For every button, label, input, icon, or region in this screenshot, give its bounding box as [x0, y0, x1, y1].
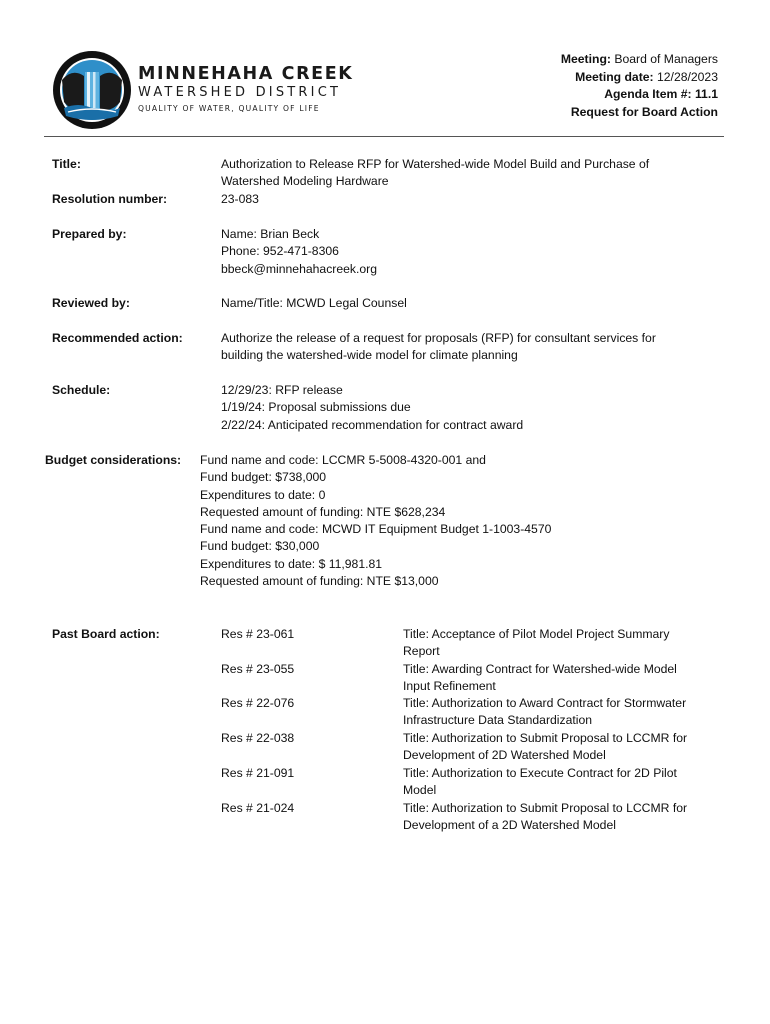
past-action-title-line: Title: Authorization to Award Contract for Stormwater: [403, 696, 687, 710]
meeting-info: [561, 51, 718, 121]
prepared-by-label: Prepared by:: [52, 227, 127, 241]
prepared-by-value: [221, 226, 721, 278]
meeting-date-value: 12/28/2023: [653, 69, 718, 84]
budget-line: Expenditures to date: $ 11,981.81: [200, 556, 383, 571]
budget-line: Fund name and code: LCCMR 5-5008-4320-001 and: [200, 453, 486, 467]
past-action-res: Res # 23-055: [221, 662, 295, 676]
budget-line: Requested amount of funding: NTE $13,000: [200, 574, 439, 589]
past-action-title: [403, 695, 723, 730]
budget-line: Fund budget: $738,000: [200, 470, 327, 485]
schedule-line: 2/22/24: Anticipated recommendation for contract award: [221, 417, 524, 432]
title-line: Authorization to Release RFP for Watershed-wide Model Build and Purchase of: [221, 157, 650, 171]
past-action-title-line: Title: Authorization to Execute Contract for 2D Pilot: [403, 766, 677, 780]
schedule-line: 1/19/24: Proposal submissions due: [221, 400, 411, 415]
agenda-item-label: Agenda Item #:: [604, 87, 692, 101]
recommended-action-line: building the watershed-wide model for climate planning: [221, 348, 518, 363]
title-label: Title:: [52, 157, 81, 171]
reviewed-by-label: Reviewed by:: [52, 296, 130, 310]
request-line: [561, 104, 718, 122]
past-action-title: [403, 661, 723, 696]
past-action-title-line: Title: Authorization to Submit Proposal to LCCMR for: [403, 731, 688, 745]
past-action-title-line: Infrastructure Data Standardization: [403, 713, 593, 728]
budget-line: Requested amount of funding: NTE $628,234: [200, 504, 446, 519]
past-action-res: Res # 22-038: [221, 731, 295, 745]
agenda-item-line: [561, 86, 718, 104]
resolution-value: 23-083: [221, 192, 259, 206]
past-action-title: [403, 800, 723, 835]
past-action-title: [403, 626, 723, 661]
title-value: [221, 156, 721, 191]
resolution-label: Resolution number:: [52, 192, 168, 206]
past-action-res: Res # 21-024: [221, 801, 295, 815]
preparer-name: Name: Brian Beck: [221, 227, 320, 241]
past-action-title-line: Development of a 2D Watershed Model: [403, 818, 616, 833]
organization-name-block: [138, 64, 353, 116]
request-label: Request for Board Action: [570, 104, 718, 119]
budget-line: Fund name and code: MCWD IT Equipment Budget 1-1003-4570: [200, 522, 552, 537]
agenda-item-value: 11.1: [691, 87, 718, 101]
past-action-title: [403, 730, 723, 765]
schedule-line: 12/29/23: RFP release: [221, 383, 343, 397]
past-action-title-line: Report: [403, 644, 440, 659]
past-action-res: Res # 22-076: [221, 696, 295, 710]
budget-considerations-label: Budget considerations:: [45, 453, 182, 467]
past-action-res: Res # 23-061: [221, 627, 295, 641]
header-divider: [44, 136, 724, 137]
reviewed-by-value: Name/Title: MCWD Legal Counsel: [221, 296, 407, 310]
title-line: Watershed Modeling Hardware: [221, 174, 389, 189]
past-board-action-label: Past Board action:: [52, 627, 160, 641]
preparer-email: bbeck@minnehahacreek.org: [221, 261, 378, 276]
past-action-res: Res # 21-091: [221, 766, 295, 780]
watershed-district-logo: [52, 50, 132, 130]
meeting-line: [561, 51, 718, 69]
meeting-value: Board of Managers: [610, 52, 718, 66]
past-action-title-line: Title: Awarding Contract for Watershed-wide Model: [403, 662, 677, 676]
budget-line: Fund budget: $30,000: [200, 539, 320, 554]
budget-line: Expenditures to date: 0: [200, 487, 326, 502]
schedule-label: Schedule:: [52, 383, 111, 397]
org-subtitle: WATERSHED DISTRICT: [138, 85, 342, 100]
recommended-action-line: Authorize the release of a request for proposals (RFP) for consultant services for: [221, 331, 656, 345]
past-action-title-line: Model: [403, 783, 437, 798]
meeting-date-line: [561, 69, 718, 87]
recommended-action-label: Recommended action:: [52, 331, 183, 345]
past-action-title-line: Development of 2D Watershed Model: [403, 748, 606, 763]
past-action-title-line: Title: Authorization to Submit Proposal to LCCMR for: [403, 801, 688, 815]
past-action-title-line: Input Refinement: [403, 679, 496, 694]
meeting-label: Meeting:: [560, 52, 611, 66]
schedule-value: [221, 382, 721, 434]
meeting-date-label: Meeting date:: [575, 69, 654, 84]
past-action-title: [403, 765, 723, 800]
org-tagline: QUALITY OF WATER, QUALITY OF LIFE: [138, 104, 320, 113]
org-name: MINNEHAHA CREEK: [138, 64, 354, 84]
preparer-phone: Phone: 952-471-8306: [221, 244, 339, 259]
budget-considerations-value: [200, 452, 700, 590]
past-action-title-line: Title: Acceptance of Pilot Model Project Summary: [403, 627, 670, 641]
recommended-action-value: [221, 330, 721, 365]
